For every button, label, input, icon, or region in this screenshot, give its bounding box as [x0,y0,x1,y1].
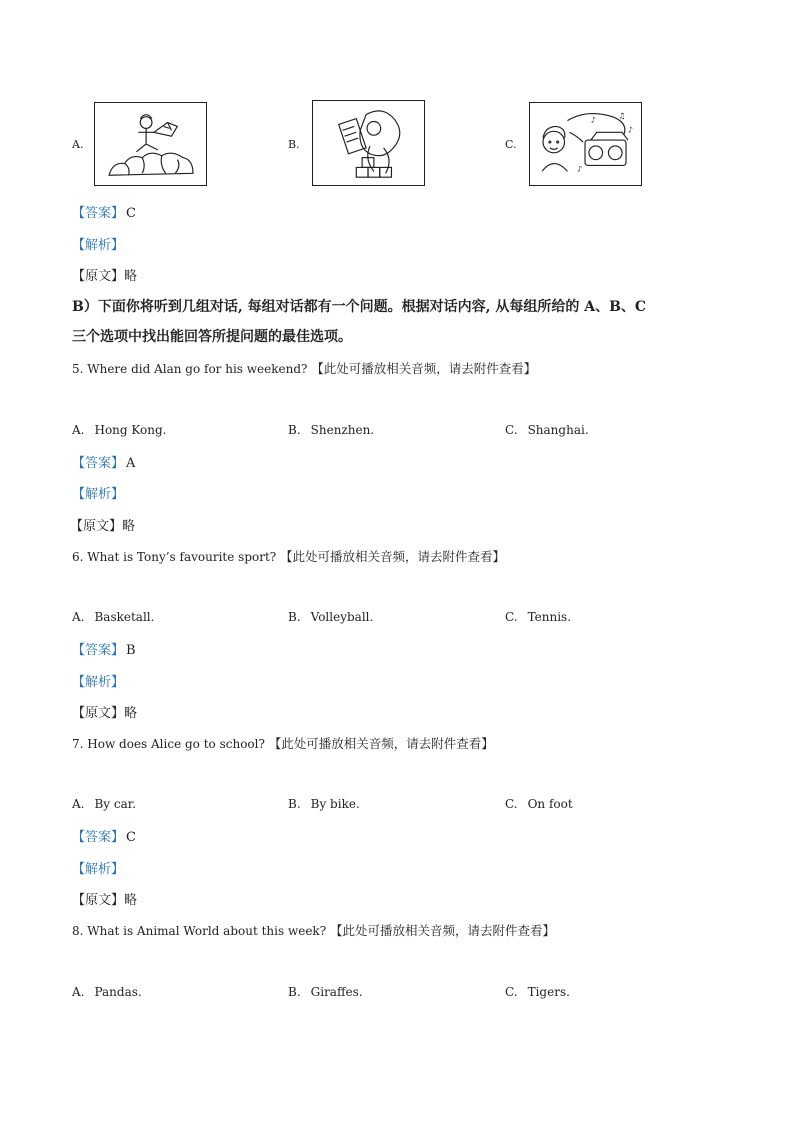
analysis-line: 【解析】 [72,862,125,877]
child-reading-book-with-blocks-icon [312,100,425,186]
svg-text:♪: ♪ [627,125,633,135]
boy-listening-to-radio-icon [529,102,642,186]
question-5 [72,359,536,377]
svg-text:♪: ♪ [590,115,596,125]
audio-note[interactable]: 【此处可播放相关音频，请去附件查看】 [329,923,555,938]
option-b: B. Giraffes. [288,985,363,999]
audio-note[interactable]: 【此处可播放相关音频，请去附件查看】 [280,549,506,564]
answer-line: 【答案】 B [72,643,136,658]
option-c: C. On foot [505,797,573,811]
analysis-line: 【解析】 [72,675,125,690]
answer-label: 【答案】 [72,206,125,221]
original-line [72,265,137,284]
option-letter-c: C. [505,138,517,151]
option-a: A. Hong Kong. [72,423,167,437]
original-line: 【原文】略 [70,519,136,534]
option-c: C. Shanghai. [505,423,589,437]
analysis-line: 【解析】 [72,487,125,502]
option-a: A. Pandas. [72,985,142,999]
answer-line: 【答案】 A [72,456,136,471]
option-b: B. By bike. [288,797,360,811]
answer-line [72,202,136,221]
answer-value: C [126,206,136,221]
original-value: 略 [124,269,138,284]
option-a: A. Basketall. [72,610,155,624]
answer-line: 【答案】 C [72,830,136,845]
section-b-intro-line1: B）下面你将听到几组对话, 每组对话都有一个问题。根据对话内容, 从每组所给的 A、B、C [72,299,647,315]
analysis-label: 【解析】 [72,238,125,253]
question-6-text: 6. What is Tony’s favourite sport? [72,550,277,564]
audio-note[interactable]: 【此处可播放相关音频，请去附件查看】 [311,361,537,376]
svg-text:♫: ♫ [618,111,626,121]
question-7-text: 7. How does Alice go to school? [72,737,265,751]
original-line: 【原文】略 [72,706,138,721]
option-letter-a: A. [72,138,84,151]
svg-text:♪: ♪ [577,164,583,174]
option-c: C. Tennis. [505,610,572,624]
question-7 [72,734,494,752]
option-b: B. Shenzhen. [288,423,375,437]
question-5-text: 5. Where did Alan go for his weekend? [72,362,308,376]
audio-note[interactable]: 【此处可播放相关音频，请去附件查看】 [268,736,494,751]
original-line: 【原文】略 [72,893,138,908]
analysis-line [72,234,124,253]
question-8-text: 8. What is Animal World about this week? [72,924,327,938]
section-b-intro-line2: 三个选项中找出能回答所提问题的最佳选项。 [72,329,352,345]
question-8 [72,921,555,939]
original-label: 【原文】 [72,269,125,284]
option-letter-b: B. [288,138,300,151]
person-reading-on-rocks-icon [94,102,207,186]
option-b: B. Volleyball. [288,610,374,624]
option-c: C. Tigers. [505,985,570,999]
question-6 [72,547,505,565]
option-a: A. By car. [72,797,137,811]
